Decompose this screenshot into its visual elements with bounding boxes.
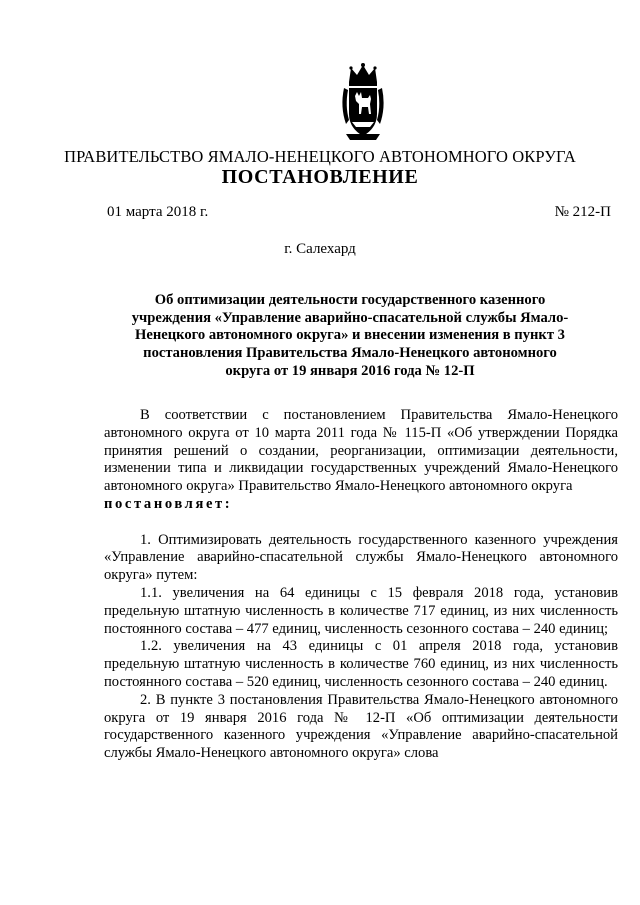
- preamble-paragraph: В соответствии с постановлением Правительства Ямало-Ненецкого автономного округа от 10 марта 2011 года № 115-П «Об утверждении Порядка принятия решений о создании, реорганизации, оптимизации деятельности, изменении типа и ликвидации государственных учреждений Ямало-Ненецкого автономного округа» Правительство Ямало-Ненецкого автономного округа: [104, 407, 618, 495]
- document-number: № 212-П: [554, 204, 611, 220]
- document-type: ПОСТАНОВЛЕНИЕ: [221, 166, 419, 188]
- resolves-text: постановляет:: [104, 495, 233, 512]
- item-1-paragraph: 1. Оптимизировать деятельность государственного казенного учреждения «Управление аварийно-спасательной службы Ямало-Ненецкого автономного округа» путем:: [104, 531, 618, 584]
- coat-of-arms-icon: [340, 62, 386, 142]
- organization-name: ПРАВИТЕЛЬСТВО ЯМАЛО-НЕНЕЦКОГО АВТОНОМНОГО ОКРУГА: [64, 147, 576, 166]
- item-1-2-paragraph: 1.2. увеличения на 43 единицы с 01 апреля 2018 года, установив предельную штатную численность в количестве 760 единиц, из них численность постоянного состава – 520 единиц, численность сезонного состава – 240 единиц.: [104, 638, 618, 690]
- document-date: 01 марта 2018 г.: [107, 204, 209, 220]
- item-1-1-paragraph: 1.1. увеличения на 64 единицы с 15 февраля 2018 года, установив предельную штатную численность в количестве 717 единиц, из них численность постоянного состава – 477 единиц, численность сезонного состава – 240 единиц;: [104, 584, 618, 637]
- document-city: г. Салехард: [284, 241, 356, 257]
- document-body: [104, 407, 618, 763]
- item-2-paragraph: 2. В пункте 3 постановления Правительства Ямало-Ненецкого автономного округа от 19 января 2016 года № 12-П «Об оптимизации деятельности государственного казенного учреждения «Управление аварийно-спасательной службы Ямало-Ненецкого автономного округа» слова: [104, 691, 618, 762]
- resolves-line: [104, 496, 618, 514]
- document-title: Об оптимизации деятельности государственного казенного учреждения «Управление аварийно-спасательной службы Ямало-Ненецкого автономного округа» и внесении изменения в пункт 3 постановления Правительства Ямало-Ненецкого автономного округа от 19 января 2016 года № 12-П: [131, 292, 569, 379]
